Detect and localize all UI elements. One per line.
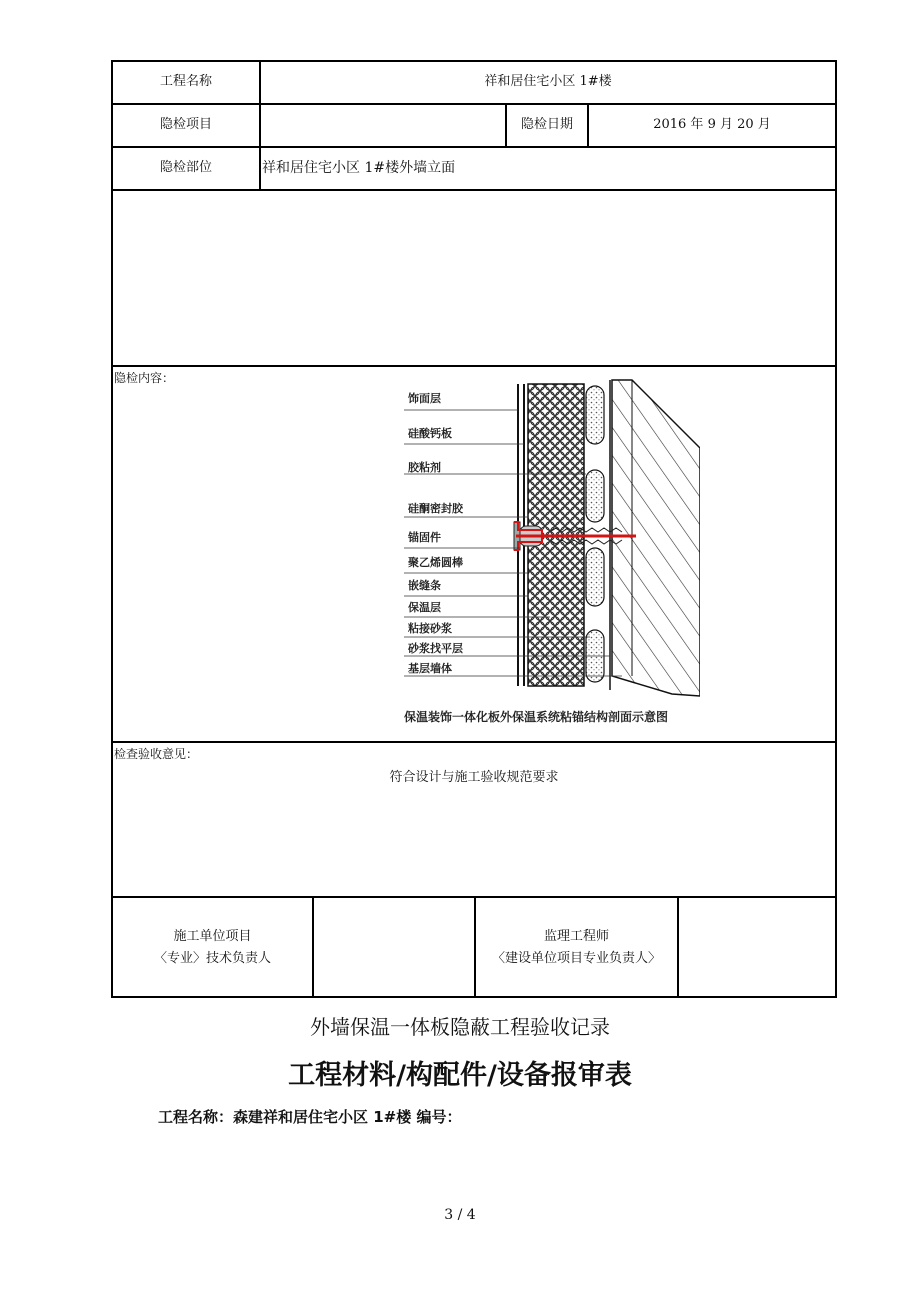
inspection-part-value: 祥和居住宅小区 1#楼外墙立面 — [262, 160, 456, 176]
table-border-top — [111, 60, 837, 62]
contractor-label-line2: 〈专业〉技术负责人 — [153, 951, 271, 966]
opinion-value: 符合设计与施工验收规范要求 — [389, 770, 559, 785]
table-border-right — [835, 60, 837, 998]
form-title: 工程材料/构配件/设备报审表 — [288, 1060, 632, 1091]
adhesive-dab — [586, 548, 604, 606]
inspection-item-label: 隐检项目 — [159, 117, 212, 132]
project-name-line: 工程名称：森建祥和居住宅小区 1#楼 编号： — [158, 1108, 462, 1126]
opinion-label: 检查验收意见： — [114, 747, 199, 761]
layer-label: 胶粘剂 — [408, 461, 441, 474]
layer-label: 硅酸钙板 — [408, 427, 452, 440]
table-rule — [474, 896, 476, 998]
layer-label: 饰面层 — [408, 392, 441, 405]
wall-insulation-section-diagram — [400, 376, 700, 730]
layer-label: 基层墙体 — [408, 662, 452, 675]
layer-label: 保温层 — [408, 601, 441, 614]
adhesive-dab — [586, 386, 604, 444]
table-rule — [111, 741, 837, 743]
inspection-date-value: 2016 年 9 月 20 月 — [653, 117, 771, 132]
inspection-part-label: 隐检部位 — [159, 160, 212, 175]
diagram-caption: 保温装饰一体化板外保温系统粘锚结构剖面示意图 — [404, 710, 669, 724]
base-wall — [612, 380, 700, 696]
supervisor-label-line1: 监理工程师 — [543, 929, 609, 944]
layer-label: 嵌缝条 — [408, 579, 441, 592]
table-rule — [111, 103, 837, 105]
project-name-value: 祥和居住宅小区 1#楼 — [484, 74, 612, 89]
supervisor-label-line2: 〈建设单位项目专业负责人〉 — [491, 951, 661, 966]
layer-label: 锚固件 — [408, 531, 441, 544]
table-rule — [111, 146, 837, 148]
table-rule — [111, 189, 837, 191]
table-border-left — [111, 60, 113, 998]
layer-label: 砂浆找平层 — [408, 642, 463, 655]
contractor-label-line1: 施工单位项目 — [173, 929, 252, 944]
document-title: 外墙保温一体板隐蔽工程验收记录 — [310, 1015, 610, 1039]
table-rule — [677, 896, 679, 998]
table-rule — [312, 896, 314, 998]
layer-label: 硅酮密封胶 — [408, 502, 463, 515]
project-name-label: 工程名称 — [159, 74, 212, 89]
layer-label: 粘接砂浆 — [408, 622, 452, 635]
adhesive-dab — [586, 470, 604, 522]
content-label: 隐检内容： — [114, 371, 175, 385]
table-rule — [111, 365, 837, 367]
inspection-date-label: 隐检日期 — [520, 117, 573, 132]
layer-label: 聚乙烯圆棒 — [408, 556, 463, 569]
page-number: 3 / 4 — [444, 1207, 476, 1223]
